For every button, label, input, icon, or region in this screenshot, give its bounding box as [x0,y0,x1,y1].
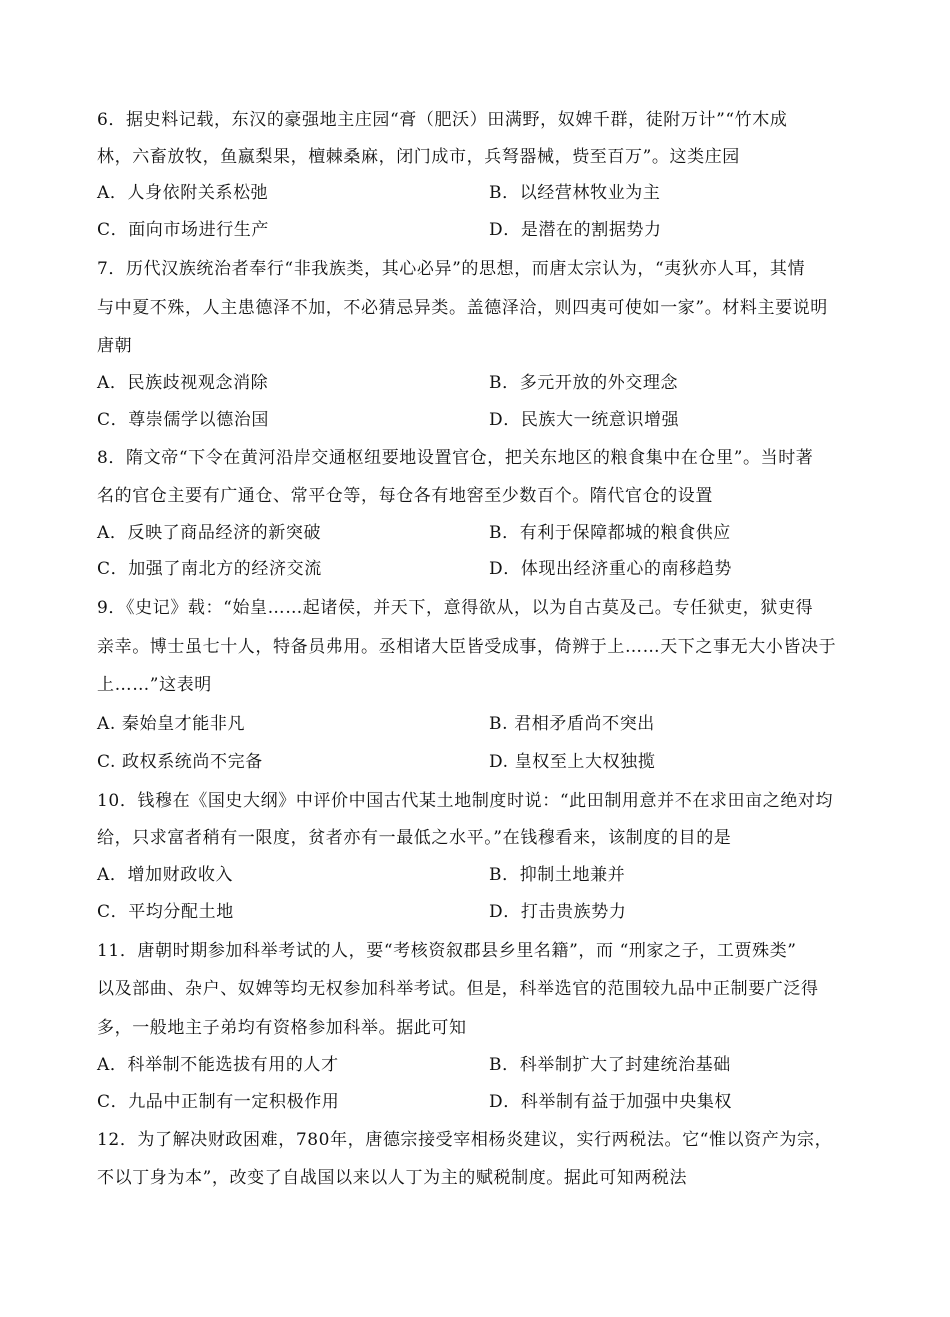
question-6-option-a: A．人身依附关系松弛 [97,183,269,203]
question-9-line-2: 亲幸。博士虽七十人，特备员弗用。丞相诸大臣皆受成事，倚辨于上……天下之事无大小皆决于 [97,637,837,657]
question-10-option-d: D．打击贵族势力 [489,902,627,922]
question-9-line-3: 上……”这表明 [97,675,212,695]
question-8-option-c: C．加强了南北方的经济交流 [97,559,322,579]
question-9-option-a: A. 秦始皇才能非凡 [97,714,246,734]
question-10-line-2: 给，只求富者稍有一限度，贫者亦有一最低之水平。”在钱穆看来，该制度的目的是 [97,828,732,848]
question-7-line-1: 7．历代汉族统治者奉行“非我族类，其心必异”的思想，而唐太宗认为，“夷狄亦人耳，其情 [97,259,806,279]
question-6-option-b: B．以经营林牧业为主 [489,183,661,203]
question-7-option-c: C．尊崇儒学以德治国 [97,410,270,430]
question-7-option-b: B．多元开放的外交理念 [489,373,679,393]
question-9-option-d: D. 皇权至上大权独揽 [489,752,656,772]
question-6-line-2: 林，六畜放牧，鱼嬴梨果，檀棘桑麻，闭门成市，兵弩器械，赀至百万”。这类庄园 [97,147,740,167]
question-11-line-2: 以及部曲、杂户、奴婢等均无权参加科举考试。但是，科举选官的范围较九品中正制要广泛得 [97,979,819,999]
question-7-line-3: 唐朝 [97,336,133,356]
question-9-line-1: 9．《史记》载：“始皇……起诸侯，并天下，意得欲从，以为自古莫及己。专任狱吏，狱吏得 [97,598,814,618]
question-11-line-1: 11．唐朝时期参加科举考试的人，要“考核资叙郡县乡里名籍”，而 “刑家之子，工贾殊类” [97,941,797,961]
question-11-option-d: D．科举制有益于加强中央集权 [489,1092,733,1112]
question-8-option-d: D．体现出经济重心的南移趋势 [489,559,733,579]
question-8-line-2: 名的官仓主要有广通仓、常平仓等，每仓各有地窖至少数百个。隋代官仓的设置 [97,486,713,506]
question-10-option-c: C．平均分配土地 [97,902,234,922]
question-7-option-d: D．民族大一统意识增强 [489,410,680,430]
question-8-option-a: A．反映了商品经济的新突破 [97,523,322,543]
question-6-line-1: 6．据史料记载，东汉的豪强地主庄园“膏（肥沃）田满野，奴婢千群，徒附万计”“竹木成 [97,110,788,130]
question-6-option-d: D．是潜在的割据势力 [489,220,662,240]
question-11-line-3: 多，一般地主子弟均有资格参加科举。据此可知 [97,1018,467,1038]
question-12-line-1: 12．为了解决财政困难，780年，唐德宗接受宰相杨炎建议，实行两税法。它“惟以资产为宗， [97,1130,833,1150]
question-10-line-1: 10．钱穆在《国史大纲》中评价中国古代某土地制度时说：“此田制用意并不在求田亩之绝对均 [97,791,834,811]
question-11-option-b: B．科举制扩大了封建统治基础 [489,1055,731,1075]
question-9-option-b: B. 君相矛盾尚不突出 [489,714,655,734]
question-8-option-b: B．有利于保障都城的粮食供应 [489,523,731,543]
question-6-option-c: C．面向市场进行生产 [97,220,270,240]
question-7-line-2: 与中夏不殊，人主患德泽不加，不必猜忌异类。盖德泽洽，则四夷可使如一家”。材料主要说明 [97,298,828,318]
question-10-option-b: B．抑制土地兼并 [489,865,626,885]
question-9-option-c: C. 政权系统尚不完备 [97,752,263,772]
question-7-option-a: A．民族歧视观念消除 [97,373,269,393]
question-11-option-c: C．九品中正制有一定积极作用 [97,1092,340,1112]
question-8-line-1: 8．隋文帝“下令在黄河沿岸交通枢纽要地设置官仓，把关东地区的粮食集中在仓里”。当时著 [97,448,814,468]
question-10-option-a: A．增加财政收入 [97,865,234,885]
question-12-line-2: 不以丁身为本”，改变了自战国以来以人丁为主的赋税制度。据此可知两税法 [97,1168,688,1188]
question-11-option-a: A．科举制不能选拔有用的人才 [97,1055,339,1075]
